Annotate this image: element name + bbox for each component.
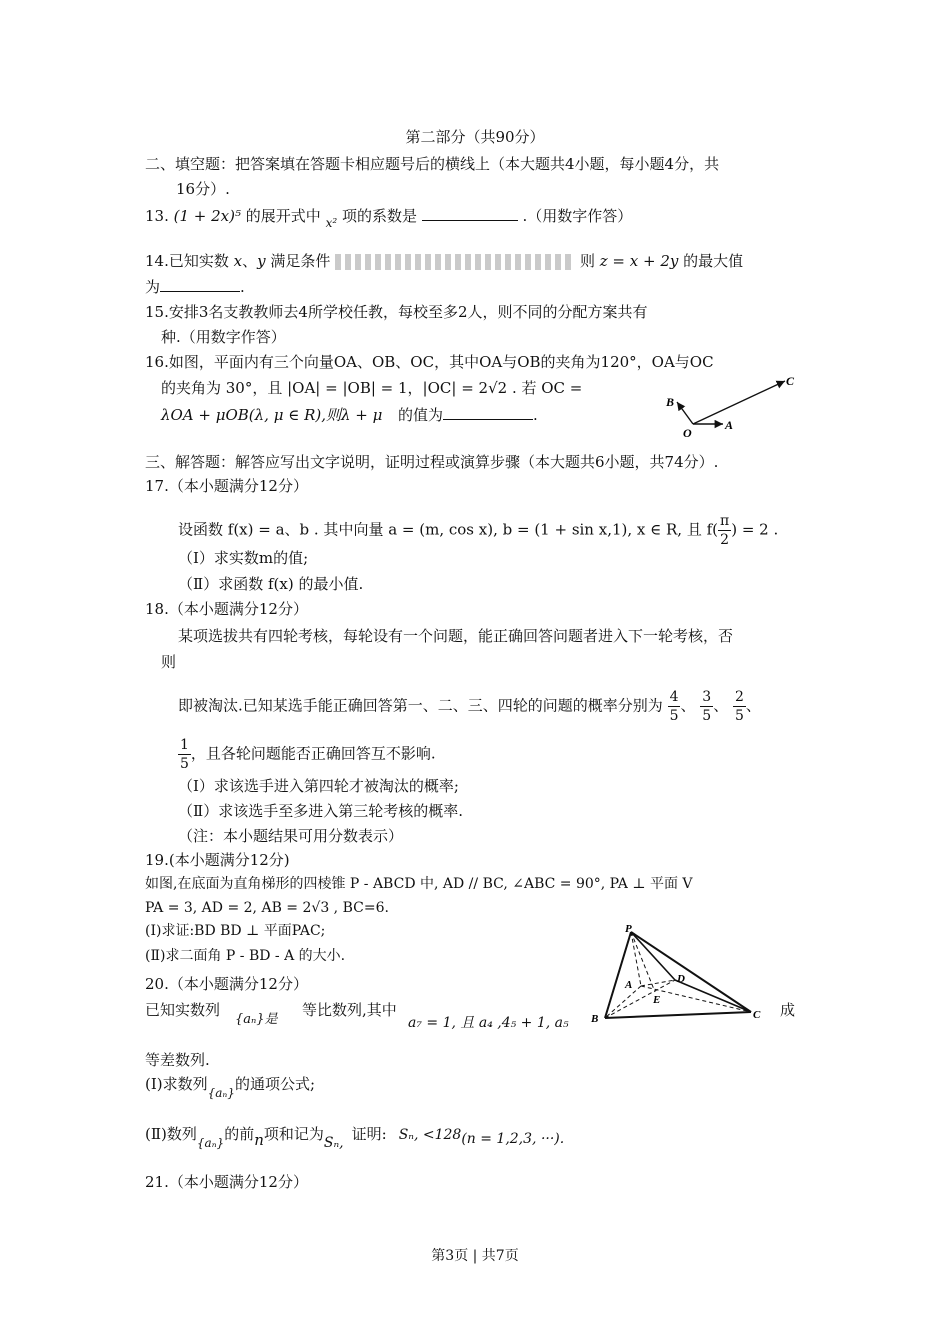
- q15-line2: 种.（用数字作答）: [161, 328, 286, 346]
- q19-line1: 如图,在底面为直角梯形的四棱锥 P - ABCD 中, AD // BC, ∠ABC = 90°, PA ⊥ 平面 V: [145, 876, 693, 892]
- q18-line4: [178, 736, 436, 773]
- q20-part1: (Ⅰ)求数列$_{\{a_n\}}$的通项公式;: [145, 1075, 315, 1100]
- label-e: E: [653, 994, 661, 1006]
- q18-line3: 即被淘汰.已知某选手能正确回答第一、二、三、四轮的问题的概率分别为 $\frac{4}{5}$ 、 $\frac{3}{5}$ 、 $\frac{2}{5}$ 、: [178, 689, 761, 724]
- q20-line1a: 已知实数列: [145, 1001, 221, 1019]
- q16-answer-blank[interactable]: [443, 405, 533, 420]
- edge-dc: [675, 980, 751, 1012]
- q13-text2: 项的系数是: [341, 207, 417, 225]
- q16-expression: λOA + μOB(λ, μ ∈ R),则λ + μ: [161, 406, 383, 424]
- q17-tail: ) = 2 .: [731, 520, 779, 539]
- q16-line1: 16.如图，平面内有三个向量OA、OB、OC，其中OA与OB的夹角为120°，OA与OC: [145, 353, 714, 371]
- q14-wei: 为: [145, 278, 161, 296]
- q13-line: [145, 206, 633, 230]
- q20-part2: (Ⅱ)数列$_{\{a_n\}}$的前n项和记为Sₙ, 证明: Sₙ, <128(n = 1,2,3, ···).: [145, 1125, 565, 1151]
- q18-frac-4: $\frac{1}{5}$: [180, 737, 189, 772]
- q16-line2: 的夹角为 30°，且 |OA| = |OB| = 1，|OC| = 2√2 . 若 OC =: [161, 379, 583, 397]
- section3-line1: 三、解答题：解答应写出文字说明，证明过程或演算步骤（本大题共6小题，共74分）.: [145, 453, 719, 471]
- label-a: A: [725, 418, 734, 432]
- page-footer: 第3页 | 共7页: [431, 1248, 519, 1264]
- q16-line3: λOA + μOB(λ, μ ∈ R),则λ + μ 的值为 .: [161, 406, 538, 424]
- q20-line1c: 等比数列,其中: [302, 1001, 397, 1019]
- q17-head: 17.（本小题满分12分）: [145, 477, 308, 495]
- q17-formula: 设函数 f(x) = a、b . 其中向量 a = (m, cos x), b = (1 + sin x,1), x ∈ R, 且 f(: [178, 520, 719, 539]
- q14-answer-blank[interactable]: [160, 277, 240, 292]
- label-d: D: [677, 973, 685, 985]
- q14-x: x: [233, 252, 243, 270]
- label-c: C: [753, 1009, 761, 1021]
- q14-number: 14.已知实数: [145, 252, 229, 270]
- vector-ob: [677, 402, 693, 424]
- label-a: A: [625, 979, 633, 991]
- section2-line2: 16分）.: [176, 180, 230, 198]
- q13-text: 的展开式中: [245, 207, 321, 225]
- q20-line2: 等差数列.: [145, 1051, 210, 1069]
- q16-text: 的值为: [397, 406, 443, 424]
- q18-frac-2: $\frac{3}{5}$: [702, 689, 712, 724]
- q18-part1: （Ⅰ）求该选手进入第四轮才被淘汰的概率;: [178, 777, 459, 795]
- q20-head: 20.（本小题满分12分）: [145, 975, 308, 993]
- q20-line1e: 成: [780, 1001, 796, 1019]
- q13-number: 13.: [145, 207, 169, 225]
- q18-frac-3: $\frac{2}{5}$: [735, 689, 744, 724]
- q17-part1: （Ⅰ）求实数m的值;: [178, 549, 309, 567]
- q16-vector-figure: [660, 368, 810, 440]
- q14-then: 则: [579, 252, 595, 270]
- q14-expression: z = x + 2y: [599, 252, 679, 270]
- q20-seq-p2: {aₙ}: [196, 1136, 225, 1150]
- edge-bc: [605, 1012, 751, 1018]
- section2-line1: 二、填空题：把答案填在答题卡相应题号后的横线上（本大题共4小题，每小题4分，共: [145, 155, 720, 173]
- q14-line2: 为 .: [145, 278, 245, 296]
- q18-frac-1: $\frac{4}{5}$: [669, 689, 679, 724]
- q18-line4-text: ，且各轮问题能否正确回答互不影响.: [190, 744, 436, 763]
- q20-condition: a₇ = 1, 且 a₄ ,4₅ + 1, a₅: [408, 1015, 569, 1031]
- q13-answer-blank[interactable]: [422, 206, 518, 221]
- edge-pb: [605, 932, 631, 1018]
- label-p: P: [625, 923, 632, 935]
- q13-term: x²: [325, 216, 338, 230]
- q18-line1: 某项选拔共有四轮考核，每轮设有一个问题，能正确回答问题者进入下一轮考核，否: [178, 627, 734, 645]
- q15-line1: 15.安排3名支教教师去4所学校任教，每校至多2人，则不同的分配方案共有: [145, 303, 648, 321]
- q19-head: 19.(本小题满分12分): [145, 851, 290, 869]
- q18-line3-text: 即被淘汰.已知某选手能正确回答第一、二、三、四轮的问题的概率分别为: [178, 696, 663, 715]
- vector-oc: [693, 381, 785, 424]
- q14-constraints-image: [335, 254, 575, 270]
- q14-line1: [145, 251, 743, 271]
- q20-range: (n = 1,2,3, ···).: [461, 1131, 565, 1147]
- q20-seq-p1: {aₙ}: [207, 1086, 235, 1100]
- q17-body: [178, 512, 778, 549]
- q21-head: 21.（本小题满分12分）: [145, 1173, 308, 1191]
- q19-part2: (Ⅱ)求二面角 P - BD - A 的大小.: [145, 948, 346, 964]
- q14-y: y: [257, 252, 266, 270]
- q14-text: 满足条件: [270, 252, 331, 270]
- q13-text3: .（用数字作答）: [522, 207, 633, 225]
- q17-pi-fraction: $\frac{\pi}{2}$: [720, 513, 730, 548]
- q13-expression: (1 + 2x)⁵: [173, 207, 242, 225]
- label-b: B: [591, 1013, 599, 1025]
- q14-sep: 、: [242, 252, 258, 270]
- part-title: 第二部分（共90分）: [405, 128, 545, 146]
- label-b: B: [666, 395, 675, 409]
- q19-line2: PA = 3, AD = 2, AB = 2√3 , BC=6.: [145, 900, 389, 916]
- q20-seq: {aₙ}是: [235, 1012, 278, 1027]
- q18-note: （注：本小题结果可用分数表示）: [178, 827, 404, 845]
- q14-text2: 的最大值: [683, 252, 744, 270]
- q20-sn: Sₙ,: [323, 1135, 344, 1151]
- q19-pyramid-figure: [585, 920, 775, 1030]
- q17-part2: （Ⅱ）求函数 f(x) 的最小值.: [178, 575, 364, 593]
- label-o: O: [683, 426, 692, 440]
- q18-head: 18.（本小题满分12分）: [145, 600, 308, 618]
- edge-pc: [631, 932, 751, 1012]
- q18-part2: （Ⅱ）求该选手至多进入第三轮考核的概率.: [178, 802, 463, 820]
- label-c: C: [786, 374, 795, 388]
- q20-inequality: Sₙ, <128: [398, 1127, 462, 1143]
- q19-part1: (Ⅰ)求证:BD BD ⊥ 平面PAC;: [145, 923, 326, 939]
- q18-line2: 则: [161, 653, 177, 671]
